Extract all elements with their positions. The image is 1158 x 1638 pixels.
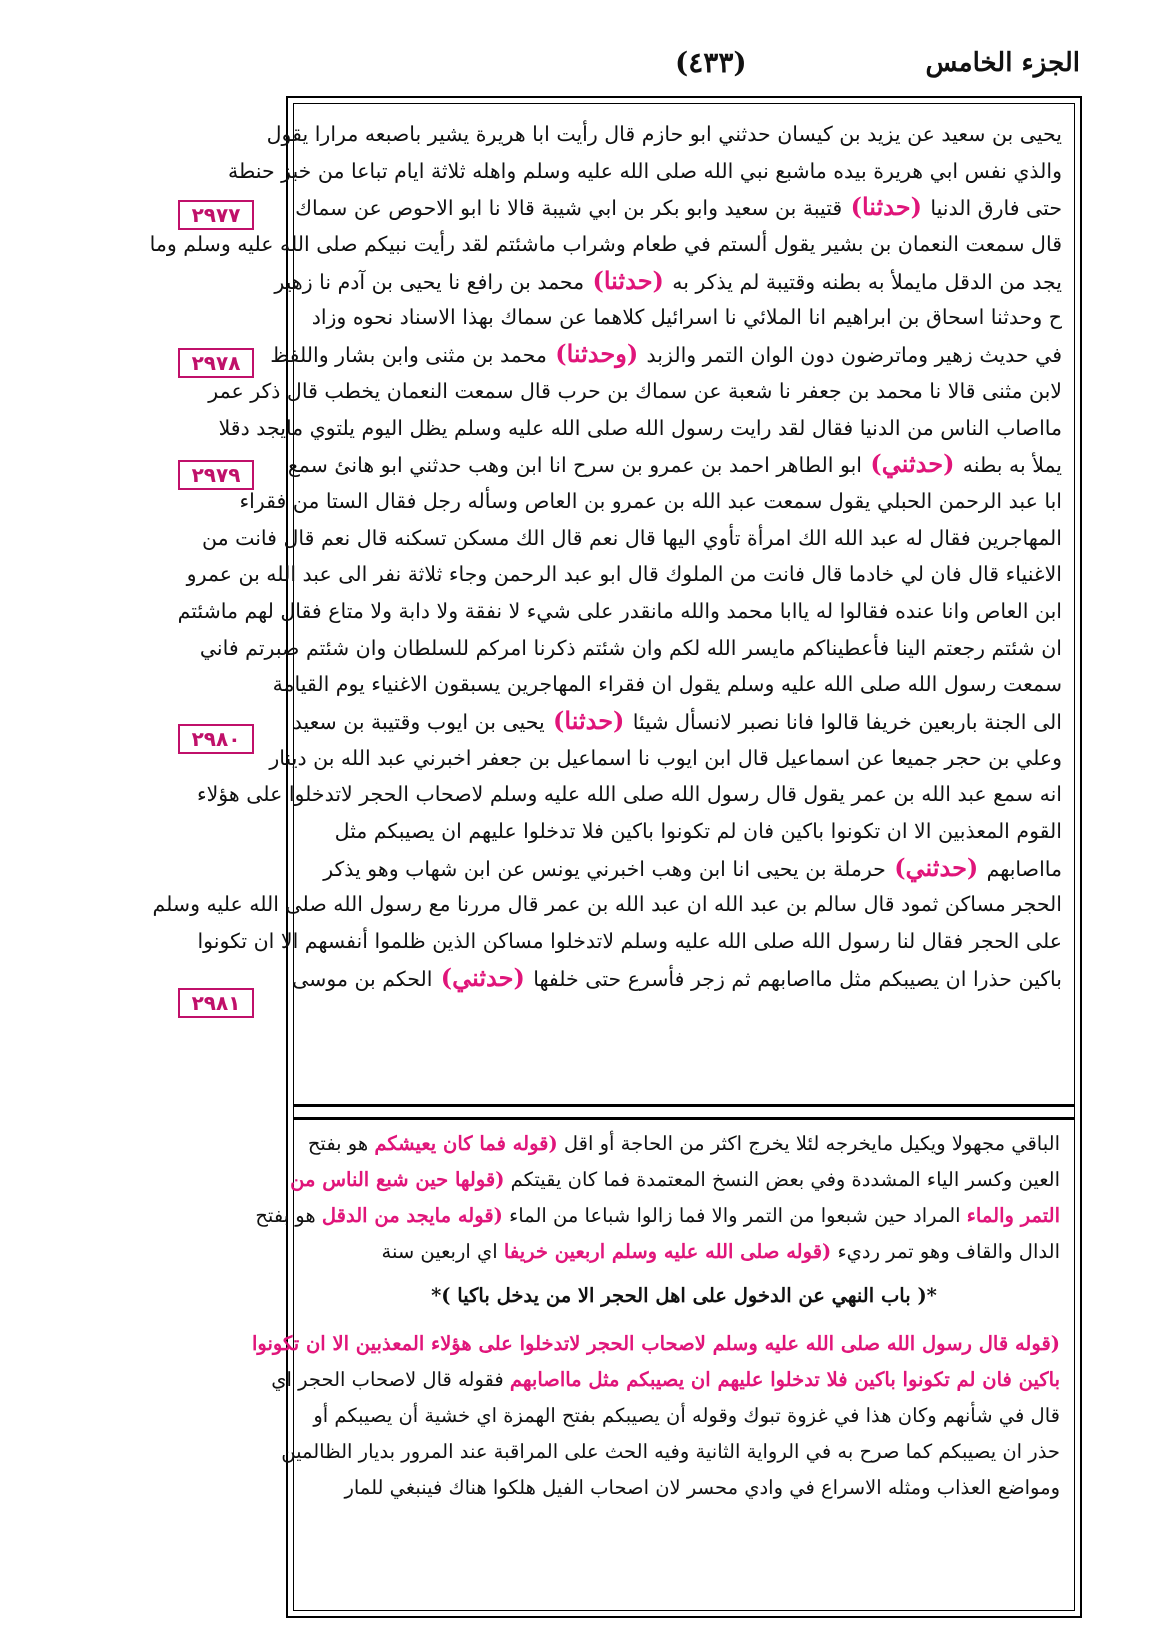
- line-text: لابن مثنى قالا نا محمد بن جعفر نا شعبة عن سماك بن حرب قال سمعت النعمان يخطب قال ذكر عمر: [208, 378, 1062, 403]
- text-line: [274, 263, 1062, 300]
- page-header: [290, 40, 1080, 90]
- quoted-phrase: التمر والماء: [966, 1204, 1060, 1227]
- line-text: حرملة بن يحيى انا ابن وهب اخبرني يونس عن ابن شهاب وهو يذكر: [323, 856, 886, 881]
- text-line: [186, 556, 1062, 593]
- text-line: [292, 703, 1062, 740]
- narration-marker: (حدثنا): [584, 265, 673, 295]
- text-line: [227, 153, 1062, 190]
- text-line: [196, 776, 1062, 813]
- line-text: الى الجنة باربعين خريفا قالوا فانا نصبر لانسأل شيئا: [632, 710, 1062, 734]
- line-text: في حديث زهير وماترضون دون الوان التمر والزبد: [646, 343, 1062, 368]
- line-text: يملأ به بطنه: [962, 453, 1062, 478]
- commentary-text: هو بفتح: [307, 1132, 375, 1155]
- line-text: ابا عبد الرحمن الحبلي يقول سمعت عبد الله بن عمرو بن العاص وسأله رجل فقال الستا من فقراء: [239, 488, 1062, 513]
- page-number: (٤٣٣): [675, 46, 747, 79]
- quoted-phrase: (قوله صلى الله عليه وسلم اربعين خريفا: [503, 1240, 832, 1263]
- section-divider: [294, 1104, 1074, 1120]
- line-text: سمعت رسول الله صلى الله عليه وسلم يقول ان فقراء المهاجرين يسبقون الاغنياء يوم القيامة: [272, 672, 1062, 697]
- line-text: قال سمعت النعمان بن بشير يقول ألستم في طعام وشراب ماشئتم لقد رأيت نبيكم صلى الله عليه وسلم وما: [149, 232, 1062, 257]
- narration-marker: (حدثني): [432, 962, 534, 992]
- commentary-line: [255, 1198, 1060, 1234]
- line-text: الاغنياء قال فان لي خادما قال فانت من الملوك قال ابو عبد الرحمن وجاء ثلاثة نفر الى عبد الله بن عمرو: [186, 562, 1062, 587]
- line-text: على الحجر فقال لنا رسول الله صلى الله عليه وسلم لاتدخلوا مساكن الذين ظلموا أنفسهم الا ان تكونوا: [197, 929, 1062, 954]
- line-text: يحيى بن ايوب وقتيبة بن سعيد: [292, 710, 545, 734]
- text-line: [239, 483, 1062, 520]
- line-text: وعلي بن حجر جميعا عن اسماعيل قال ابن ايوب نا اسماعيل بن جعفر اخبرني عبد الله بن دينار: [269, 745, 1062, 770]
- commentary-text: قال في شأنهم وكان هذا في غزوة تبوك وقوله أن يصيبكم بفتح الهمزة اي خشية أن يصيبكم أو: [313, 1404, 1060, 1427]
- text-line: [306, 850, 1062, 887]
- line-text: القوم المعذبين الا ان تكونوا باكين فان لم تكونوا باكين فلا تدخلوا عليهم ان يصيبكم مثل: [334, 819, 1062, 844]
- commentary-text: حذر ان يصيبكم كما صرح به في الرواية الثانية وفيه الحث على المراقبة عند المرور بديار الظالمين: [281, 1440, 1060, 1463]
- text-line: [272, 666, 1062, 703]
- line-text: حتى فارق الدنيا: [930, 196, 1062, 221]
- commentary-text: ومواضع العذاب ومثله الاسراع في وادي محسر لان اصحاب الفيل هلكوا هناك فينبغي للمار: [344, 1476, 1060, 1499]
- commentary-text: الدال والقاف وهو تمر رديء: [831, 1240, 1060, 1263]
- line-text: مااصاب الناس من الدنيا فقال لقد رايت رسول الله صلى الله عليه وسلم يظل اليوم يلتوي مايجد دقلا: [218, 415, 1062, 440]
- commentary-line: [251, 1326, 1060, 1362]
- line-text: والذي نفس ابي هريرة بيده ماشبع نبي الله صلى الله عليه وسلم واهله ثلاثة ايام تباعا من خبز حنطة: [227, 158, 1062, 183]
- commentary-line: [308, 1234, 1060, 1270]
- hadith-number-2980: ٢٩٨٠: [178, 724, 254, 754]
- text-line: [218, 410, 1062, 447]
- text-line: [287, 446, 1062, 483]
- line-text: ح وحدثنا اسحاق بن ابراهيم انا الملائي نا اسرائيل كلاهما عن سماك بهذا الاسناد نحوه وزاد: [311, 305, 1062, 330]
- text-line: [295, 189, 1062, 226]
- line-text: الحكم بن موسى: [292, 966, 433, 991]
- line-text: محمد بن رافع نا يحيى بن آدم نا زهير: [274, 269, 585, 294]
- quoted-phrase: (قولها حين شبع الناس من: [290, 1168, 505, 1191]
- commentary-line: [308, 1470, 1060, 1506]
- narration-marker: (حدثني): [885, 852, 987, 882]
- commentary-line: [271, 1362, 1060, 1398]
- narration-marker: (وحدثنا): [546, 339, 647, 369]
- line-text: يحيى بن سعيد عن يزيد بن كيسان حدثني ابو حازم قال رأيت ابا هريرة يشير باصبعه مرارا يقول: [266, 122, 1062, 146]
- narration-marker: (حدثنا): [544, 706, 633, 735]
- text-line: [152, 886, 1062, 923]
- text-line: [269, 740, 1062, 777]
- commentary-line: [308, 1126, 1060, 1162]
- commentary-block: [251, 1126, 1060, 1606]
- commentary-text: اي اربعين سنة: [381, 1240, 504, 1263]
- line-text: باكين حذرا ان يصيبكم مثل مااصابهم ثم زجر فأسرع حتى خلفها: [533, 966, 1062, 991]
- line-text: قتيبة بن سعيد وابو بكر بن ابي شيبة قالا نا ابو الاحوص عن سماك: [295, 196, 843, 221]
- line-text: انه سمع عبد الله بن عمر يقول قال رسول الله صلى الله عليه وسلم لاصحاب الحجر لاتدخلوا على هؤلاء: [196, 782, 1062, 807]
- text-line: [306, 299, 1062, 336]
- commentary-line: [290, 1162, 1060, 1198]
- commentary-text: المراد حين شبعوا من التمر والا فما زالوا شباعا من الماء: [502, 1204, 967, 1227]
- text-line: [149, 226, 1062, 263]
- line-text: مااصابهم: [986, 856, 1062, 881]
- commentary-line: [308, 1398, 1060, 1434]
- narration-marker: (حدثني): [862, 449, 963, 479]
- line-text: الحجر مساكن ثمود قال سالم بن عبد الله ان عبد الله بن عمر قال مررنا مع رسول الله صلى الله عليه وسلم: [152, 892, 1062, 917]
- commentary-text: العين وكسر الياء المشددة وفي بعض النسخ المعتمدة فما كان يقيتكم: [504, 1168, 1060, 1191]
- text-line: [197, 923, 1062, 960]
- text-line: [266, 116, 1062, 153]
- narration-marker: (حدثنا): [842, 192, 931, 222]
- commentary-text: هو بفتح: [255, 1204, 322, 1227]
- line-text: ابن العاص وانا عنده فقالوا له ياابا محمد والله مانقدر على شيء لا نفقة ولا دابة ولا متاع فقال لهم ماشئتم: [177, 598, 1062, 623]
- text-line: [199, 630, 1062, 667]
- line-text: ابو الطاهر احمد بن عمرو بن سرح انا ابن وهب حدثني ابو هانئ سمع: [287, 453, 862, 478]
- hadith-number-2979: ٢٩٧٩: [178, 460, 254, 490]
- hadith-number-2978: ٢٩٧٨: [178, 348, 254, 378]
- quoted-phrase: (قوله قال رسول الله صلى الله عليه وسلم لاصحاب الحجر لاتدخلوا على هؤلاء المعذبين الا ان تكونوا: [251, 1332, 1060, 1355]
- line-text: ان شئتم رجعتم الينا فأعطيناكم مايسر الله لكم وان شئتم ذكرنا امركم للسلطان وان شئتم صبرتم فاني: [199, 635, 1062, 660]
- commentary-explanation: [251, 1326, 1060, 1506]
- chapter-heading: *( باب النهي عن الدخول على اهل الحجر الا من يدخل باكيا )*: [431, 1284, 937, 1307]
- line-text: محمد بن مثنى وابن بشار واللفظ: [270, 343, 547, 368]
- text-line: [201, 520, 1062, 557]
- commentary-text: فقوله قال لاصحاب الحجر اي: [271, 1368, 510, 1391]
- text-line: [208, 373, 1062, 410]
- text-line: [270, 336, 1062, 373]
- line-text: يجد من الدقل مايملأ به بطنه وقتيبة لم يذكر به: [672, 269, 1062, 294]
- quoted-phrase: (قوله مايجد من الدقل: [321, 1204, 503, 1227]
- quoted-phrase: (قوله فما كان يعيشكم: [374, 1132, 558, 1155]
- text-line: [177, 593, 1062, 630]
- line-text: المهاجرين فقال له عبد الله الك امرأة تأوي اليها قال نعم قال الك مسكن تسكنه قال نعم قال فانت من: [201, 525, 1062, 550]
- text-line: [306, 813, 1062, 850]
- text-line: [292, 960, 1062, 997]
- commentary-notes: [255, 1126, 1060, 1270]
- volume-title: الجزء الخامس: [925, 48, 1080, 78]
- quoted-phrase: باكين فان لم تكونوا باكين فلا تدخلوا عليهم ان يصيبكم مثل مااصابهم: [509, 1368, 1060, 1391]
- commentary-text: الباقي مجهولا ويكيل مايخرجه لئلا يخرج اكثر من الحاجة أو اقل: [557, 1132, 1060, 1155]
- commentary-line: [281, 1434, 1060, 1470]
- hadith-number-2977: ٢٩٧٧: [178, 200, 254, 230]
- hadith-number-2981: ٢٩٨١: [178, 988, 254, 1018]
